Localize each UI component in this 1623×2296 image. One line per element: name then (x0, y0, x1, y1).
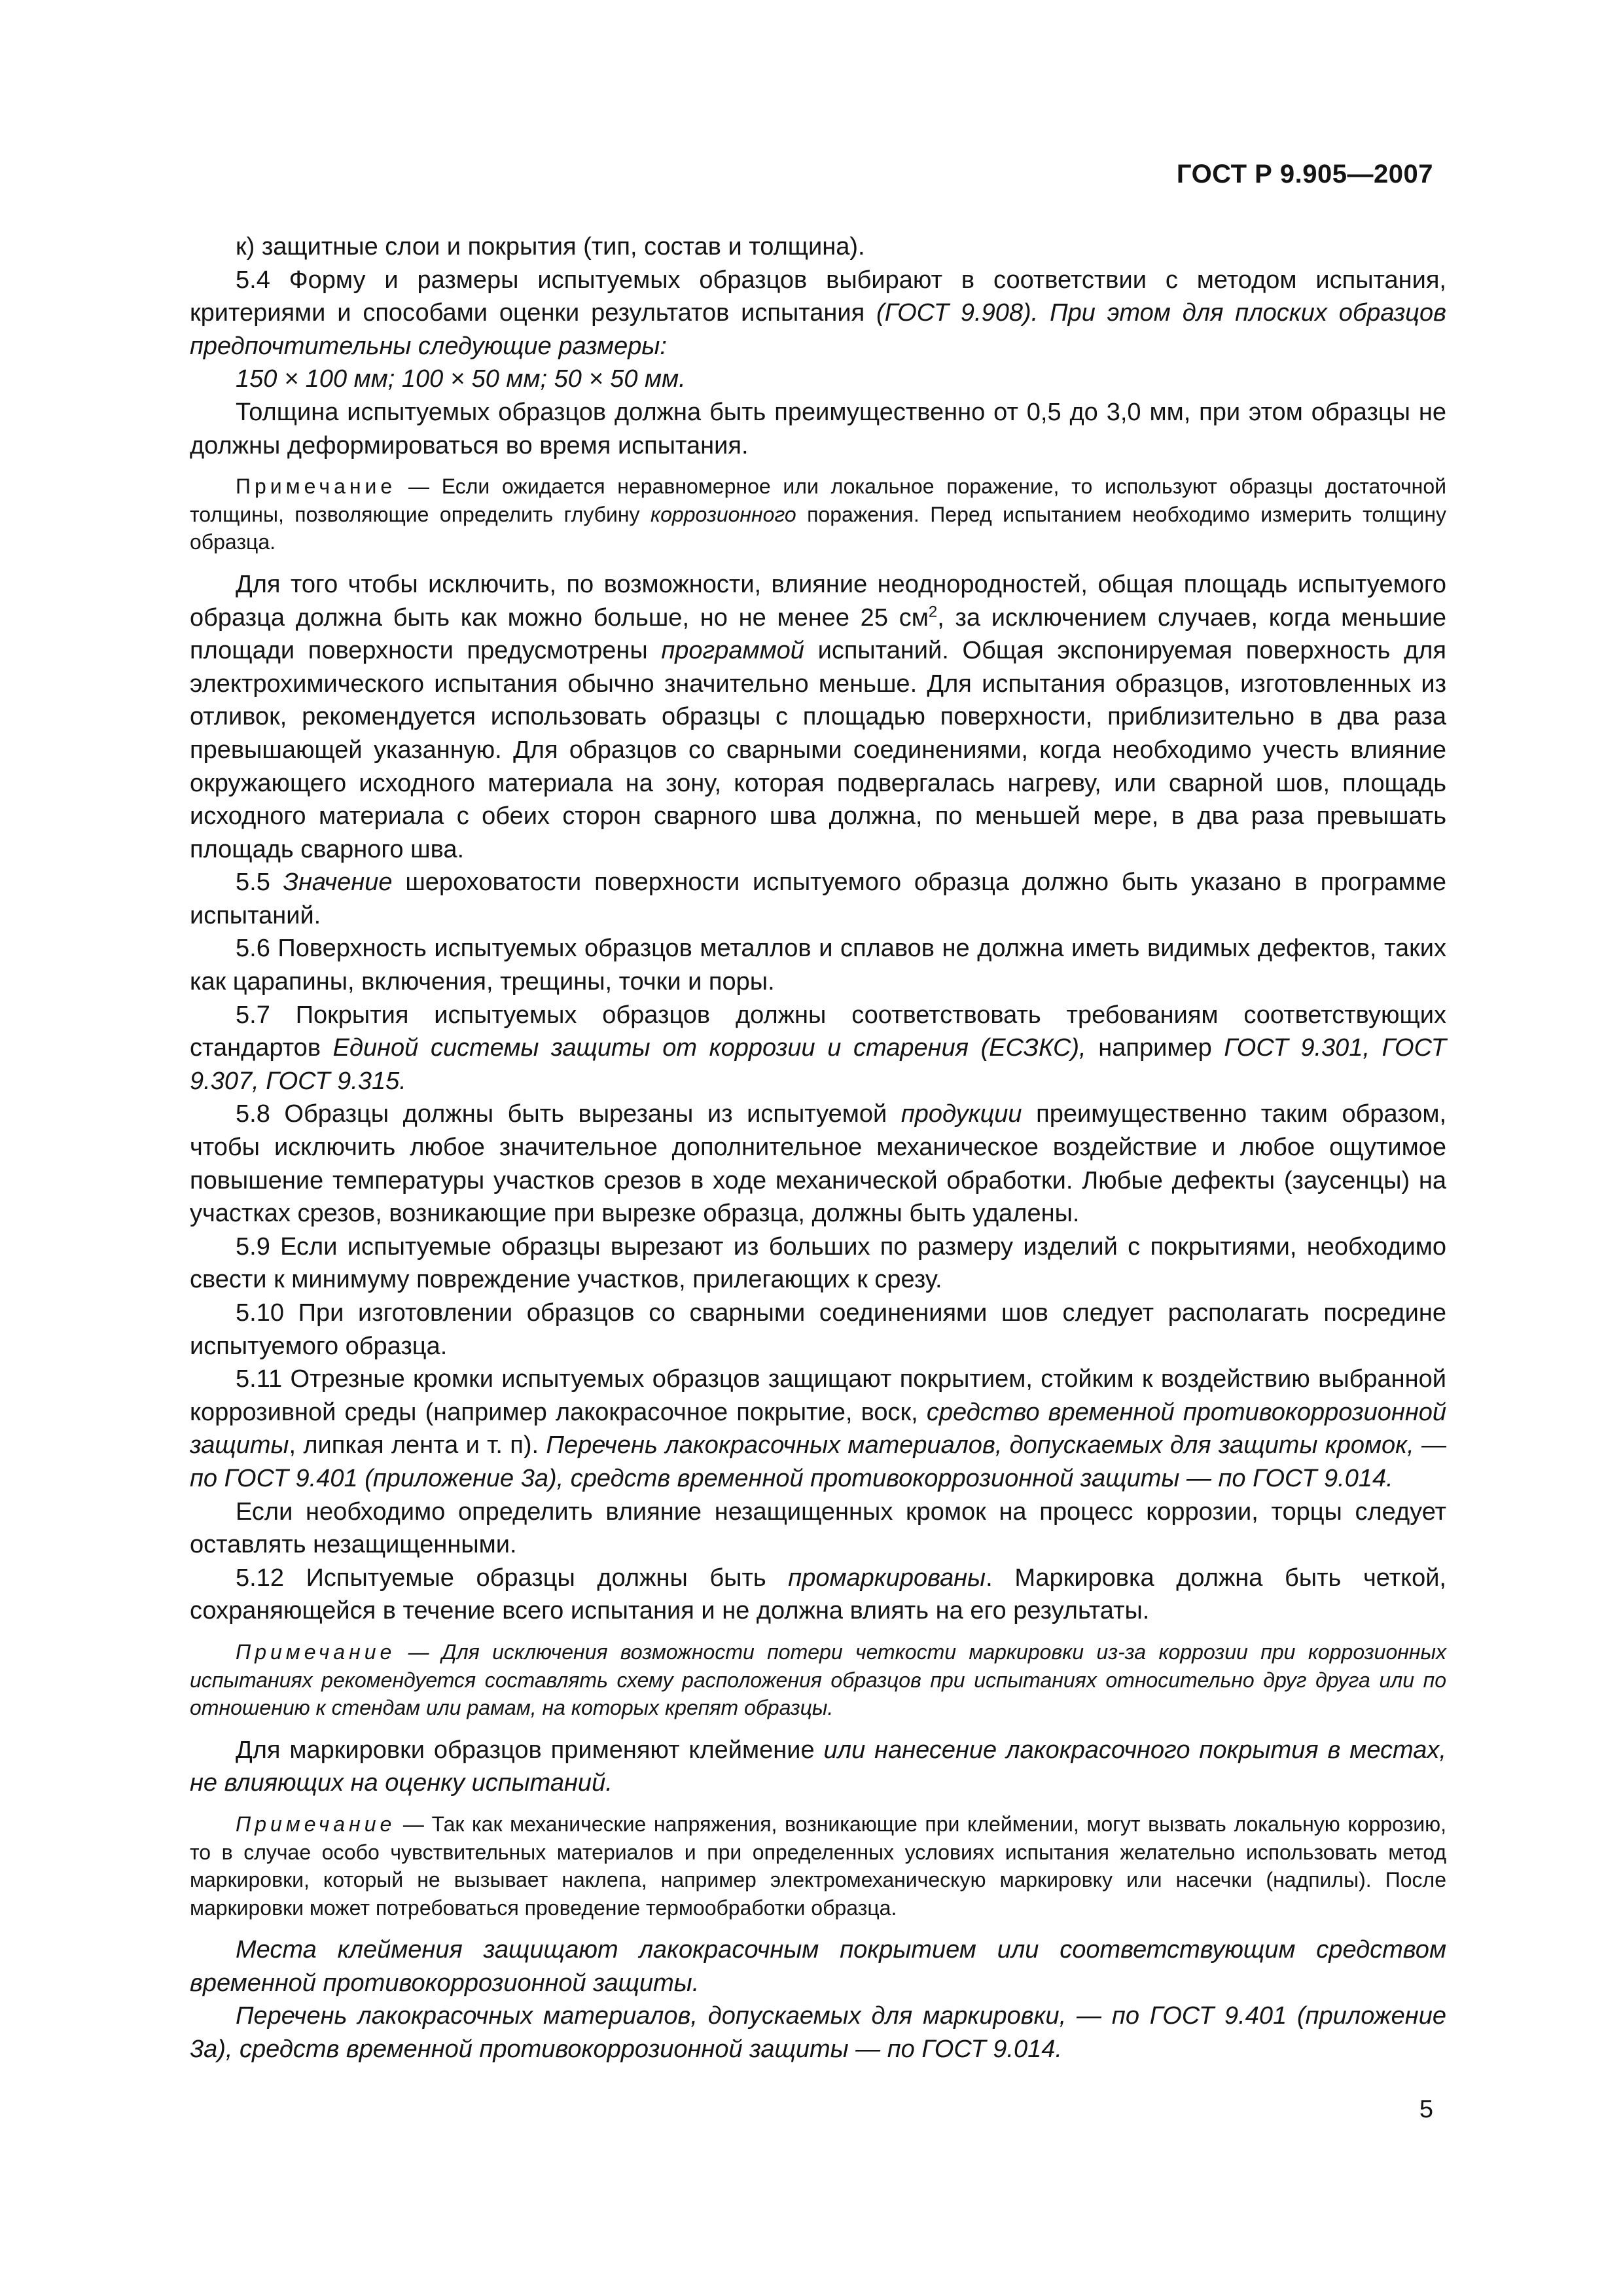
paragraph-5-4-thickness: Толщина испытуемых образцов должна быть преимущественно от 0,5 до 3,0 мм, при этом образцы не должны деформироваться во время испытания. (190, 398, 1446, 459)
document-body (190, 230, 1446, 2066)
paragraph-5-12: 5.12 Испытуемые образцы должны быть промаркированы. Маркировка должна быть четкой, сохраняющейся в течение всего испытания и не должна влиять на его результаты. (190, 1564, 1446, 1625)
paragraph-5-6: 5.6 Поверхность испытуемых образцов металлов и сплавов не должна иметь видимых дефектов, таких как царапины, включения, трещины, точки и поры. (190, 935, 1446, 996)
paragraph-5-10: 5.10 При изготовлении образцов со сварными соединениями шов следует располагать посредине испытуемого образца. (190, 1299, 1446, 1360)
paragraph-5-9: 5.9 Если испытуемые образцы вырезают из больших по размеру изделий с покрытиями, необходимо свести к минимуму повреждение участков, прилегающих к срезу. (190, 1232, 1446, 1294)
paragraph-5-11: 5.11 Отрезные кромки испытуемых образцов защищают покрытием, стойким к воздействию выбранной коррозивной среды (например лакокрасочное покрытие, воск, средство временной противокоррозионной защиты, липкая лента и т. п). Перечень лакокрасочных материалов, допускаемых для защиты кромок, — по ГОСТ 9.401 (приложение 3а), средств временной противокоррозионной защиты — по ГОСТ 9.014. (190, 1365, 1446, 1492)
paragraph-area: Для того чтобы исключить, по возможности, влияние неоднородностей, общая площадь испытуемого образца должна быть как можно больше, но не менее 25 $см^2$, за исключением случаев, когда меньшие площади поверхности предусмотрены программой испытаний. Общая экспонируемая поверхность для электрохимического испытания обычно значительно меньше. Для испытания образцов, изготовленных из отливок, рекомендуется использовать образцы с площадью поверхности, приблизительно в два раза превышающей указанную. Для образцов со сварными соединениями, когда необходимо учесть влияние окружающего исходного материала на зону, которая подвергалась нагреву, или сварной шов, площадь исходного материала с обеих сторон сварного шва должна, по меньшей мере, в два раза превышать площадь сварного шва. (190, 570, 1447, 863)
page-number: 5 (1419, 2096, 1433, 2123)
paragraph-5-8: 5.8 Образцы должны быть вырезаны из испытуемой продукции преимущественно таким образом, чтобы исключить любое значительное дополнительное механическое воздействие и любое ощутимое повышение температуры участков срезов в ходе механической обработки. Любые дефекты (заусенцы) на участках срезов, возникающие при вырезке образца, должны быть удалены. (190, 1100, 1447, 1228)
note-1: Примечание — Если ожидается неравномерное или локальное поражение, то используют образцы достаточной толщины, позволяющие определить глубину коррозионного поражения. Перед испытанием необходимо измерить толщину образца. (190, 475, 1446, 554)
note-2: Примечание — Для исключения возможности потери четкости маркировки из-за коррозии при коррозионных испытаниях рекомендуется составлять схему расположения образцов при испытаниях относительно друг друга или по отношению к стендам или рамам, на которых крепят образцы. (190, 1640, 1446, 1720)
paragraph-5-5: 5.5 Значение шероховатости поверхности испытуемого образца должно быть указано в программе испытаний. (190, 869, 1446, 929)
paragraph-final-1: Места клеймения защищают лакокрасочным покрытием или соответствующим средством временной противокоррозионной защиты. (190, 1936, 1446, 1997)
paragraph-5-4-sizes: 150 × 100 мм; 100 × 50 мм; 50 × 50 мм. (236, 365, 686, 393)
paragraph-5-4: 5.4 Форму и размеры испытуемых образцов выбирают в соответствии с методом испытания, критериями и способами оценки результатов испытания (ГОСТ 9.908). При этом для плоских образцов предпочтительны следующие размеры: (190, 266, 1446, 360)
paragraph-k: к) защитные слои и покрытия (тип, состав и толщина). (236, 233, 865, 260)
paragraph-final-2: Перечень лакокрасочных материалов, допускаемых для маркировки, — по ГОСТ 9.401 (приложение 3а), средств временной противокоррозионной защиты — по ГОСТ 9.014. (190, 2002, 1446, 2064)
document-header: ГОСТ Р 9.905—2007 (1176, 160, 1433, 188)
paragraph-marking: Для маркировки образцов применяют клеймение или нанесение лакокрасочного покрытия в местах, не влияющих на оценку испытаний. (190, 1736, 1446, 1797)
note-3: Примечание — Так как механические напряжения, возникающие при клеймении, могут вызвать локальную коррозию, то в случае особо чувствительных материалов и при определенных условиях испытания желательно использовать метод маркировки, который не вызывает наклепа, например электромеханическую маркировку или насечки (надпилы). После маркировки может потребоваться проведение термообработки образца. (190, 1812, 1446, 1920)
paragraph-5-7: 5.7 Покрытия испытуемых образцов должны соответствовать требованиям соответствующих стандартов Единой системы защиты от коррозии и старения (ЕСЗКС), например ГОСТ 9.301, ГОСТ 9.307, ГОСТ 9.315. (190, 1001, 1447, 1095)
paragraph-5-11-edges: Если необходимо определить влияние незащищенных кромок на процесс коррозии, торцы следует оставлять незащищенными. (190, 1498, 1446, 1559)
